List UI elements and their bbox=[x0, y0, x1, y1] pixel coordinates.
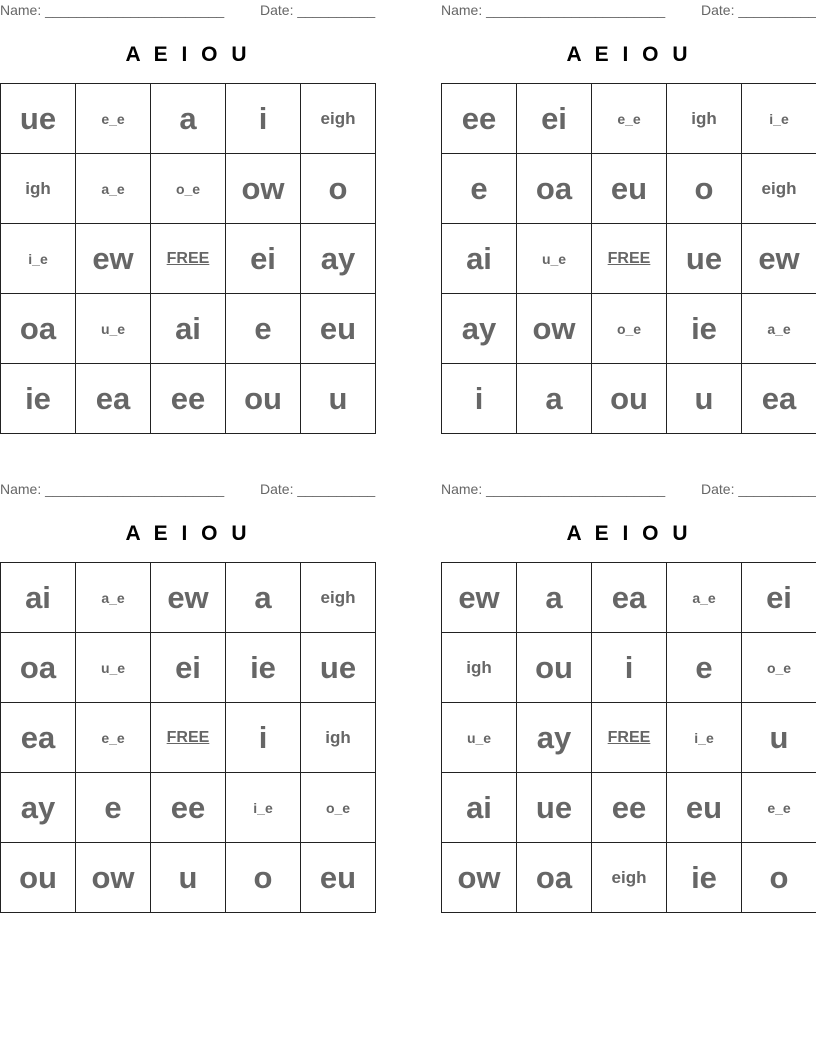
bingo-card-3 bbox=[0, 479, 376, 919]
bingo-cell: a_e bbox=[667, 563, 741, 632]
bingo-cell: ue bbox=[1, 84, 75, 153]
bingo-cell: a bbox=[151, 84, 225, 153]
bingo-cell: u_e bbox=[517, 224, 591, 293]
bingo-cell: ue bbox=[517, 773, 591, 842]
bingo-cell: o_e bbox=[742, 633, 816, 702]
bingo-cell: eu bbox=[301, 843, 375, 912]
bingo-cell: ei bbox=[226, 224, 300, 293]
bingo-cell: ay bbox=[442, 294, 516, 363]
bingo-cell: u bbox=[301, 364, 375, 433]
bingo-cell: e bbox=[667, 633, 741, 702]
bingo-cell: u bbox=[742, 703, 816, 772]
bingo-cell: ue bbox=[301, 633, 375, 702]
bingo-cell: ay bbox=[1, 773, 75, 842]
name-field-label: Name: _______________________ bbox=[441, 2, 666, 18]
bingo-card-1 bbox=[0, 0, 376, 440]
bingo-cell: u_e bbox=[76, 633, 150, 702]
bingo-grid bbox=[441, 83, 816, 434]
bingo-cell: igh bbox=[1, 154, 75, 223]
bingo-cell: i_e bbox=[667, 703, 741, 772]
bingo-cell: ei bbox=[742, 563, 816, 632]
bingo-cell: o bbox=[667, 154, 741, 223]
bingo-cell: u_e bbox=[76, 294, 150, 363]
bingo-cell: i bbox=[442, 364, 516, 433]
bingo-cell: e bbox=[226, 294, 300, 363]
bingo-cell: oa bbox=[517, 154, 591, 223]
bingo-grid bbox=[0, 83, 376, 434]
card-title: A E I O U bbox=[566, 522, 692, 545]
bingo-cell: o bbox=[742, 843, 816, 912]
bingo-cell: e_e bbox=[742, 773, 816, 842]
bingo-cell: oa bbox=[1, 633, 75, 702]
bingo-cell: ai bbox=[442, 224, 516, 293]
bingo-cell: ou bbox=[592, 364, 666, 433]
bingo-cell: ow bbox=[442, 843, 516, 912]
card-title: A E I O U bbox=[125, 43, 251, 66]
bingo-cell: i_e bbox=[742, 84, 816, 153]
bingo-cell: eu bbox=[667, 773, 741, 842]
bingo-cell: ou bbox=[517, 633, 591, 702]
bingo-cell: eigh bbox=[301, 563, 375, 632]
bingo-cell: igh bbox=[667, 84, 741, 153]
bingo-cell: ou bbox=[1, 843, 75, 912]
bingo-cell: o_e bbox=[151, 154, 225, 223]
bingo-cell: e_e bbox=[592, 84, 666, 153]
bingo-cell: a_e bbox=[742, 294, 816, 363]
bingo-cell: oa bbox=[1, 294, 75, 363]
date-field-label: Date: __________ bbox=[701, 481, 816, 497]
date-field-label: Date: __________ bbox=[260, 2, 376, 18]
card-title: A E I O U bbox=[566, 43, 692, 66]
card-title: A E I O U bbox=[125, 522, 251, 545]
bingo-cell: ei bbox=[517, 84, 591, 153]
bingo-cell: ow bbox=[76, 843, 150, 912]
bingo-cell: u bbox=[151, 843, 225, 912]
bingo-cell: ie bbox=[1, 364, 75, 433]
bingo-cell: ee bbox=[442, 84, 516, 153]
bingo-cell: ea bbox=[1, 703, 75, 772]
bingo-grid bbox=[0, 562, 376, 913]
bingo-cell: ei bbox=[151, 633, 225, 702]
bingo-cell: a bbox=[226, 563, 300, 632]
bingo-cell: eu bbox=[301, 294, 375, 363]
bingo-cell: ay bbox=[301, 224, 375, 293]
bingo-cell: ea bbox=[76, 364, 150, 433]
bingo-cell: e bbox=[442, 154, 516, 223]
bingo-cell: a_e bbox=[76, 563, 150, 632]
bingo-cell: igh bbox=[442, 633, 516, 702]
bingo-cell: igh bbox=[301, 703, 375, 772]
bingo-cell: oa bbox=[517, 843, 591, 912]
bingo-cell: ie bbox=[667, 294, 741, 363]
date-field-label: Date: __________ bbox=[701, 2, 816, 18]
bingo-cell: ay bbox=[517, 703, 591, 772]
bingo-cell: a bbox=[517, 364, 591, 433]
bingo-cell: ai bbox=[151, 294, 225, 363]
bingo-cell: o_e bbox=[592, 294, 666, 363]
bingo-cell: eigh bbox=[742, 154, 816, 223]
bingo-cell: i bbox=[226, 84, 300, 153]
bingo-cell: ew bbox=[742, 224, 816, 293]
bingo-grid bbox=[441, 562, 816, 913]
bingo-cell: eu bbox=[592, 154, 666, 223]
bingo-cell: e_e bbox=[76, 84, 150, 153]
bingo-cell: ue bbox=[667, 224, 741, 293]
bingo-cell: e bbox=[76, 773, 150, 842]
bingo-cell: ew bbox=[151, 563, 225, 632]
bingo-card-4 bbox=[441, 479, 816, 919]
bingo-cell: a bbox=[517, 563, 591, 632]
bingo-cell: i_e bbox=[1, 224, 75, 293]
bingo-cell: ie bbox=[226, 633, 300, 702]
bingo-cell: u bbox=[667, 364, 741, 433]
bingo-cell: ea bbox=[742, 364, 816, 433]
free-space-cell: FREE bbox=[151, 224, 225, 293]
bingo-cell: i bbox=[226, 703, 300, 772]
bingo-cell: ew bbox=[442, 563, 516, 632]
bingo-cell: a_e bbox=[76, 154, 150, 223]
bingo-cell: eigh bbox=[592, 843, 666, 912]
free-space-cell: FREE bbox=[592, 224, 666, 293]
free-space-cell: FREE bbox=[151, 703, 225, 772]
bingo-cell: eigh bbox=[301, 84, 375, 153]
bingo-cell: ow bbox=[226, 154, 300, 223]
bingo-card-2 bbox=[441, 0, 816, 440]
bingo-cell: i bbox=[592, 633, 666, 702]
bingo-cell: u_e bbox=[442, 703, 516, 772]
bingo-cell: ee bbox=[592, 773, 666, 842]
bingo-cell: i_e bbox=[226, 773, 300, 842]
name-field-label: Name: _______________________ bbox=[0, 481, 225, 497]
bingo-cell: ou bbox=[226, 364, 300, 433]
bingo-cell: o bbox=[301, 154, 375, 223]
bingo-cell: o bbox=[226, 843, 300, 912]
bingo-cell: e_e bbox=[76, 703, 150, 772]
bingo-cell: o_e bbox=[301, 773, 375, 842]
free-space-cell: FREE bbox=[592, 703, 666, 772]
bingo-cell: ew bbox=[76, 224, 150, 293]
date-field-label: Date: __________ bbox=[260, 481, 376, 497]
bingo-cell: ea bbox=[592, 563, 666, 632]
name-field-label: Name: _______________________ bbox=[441, 481, 666, 497]
bingo-cell: ow bbox=[517, 294, 591, 363]
bingo-cell: ai bbox=[442, 773, 516, 842]
bingo-cell: ie bbox=[667, 843, 741, 912]
bingo-cell: ai bbox=[1, 563, 75, 632]
name-field-label: Name: _______________________ bbox=[0, 2, 225, 18]
bingo-cell: ee bbox=[151, 364, 225, 433]
bingo-cell: ee bbox=[151, 773, 225, 842]
